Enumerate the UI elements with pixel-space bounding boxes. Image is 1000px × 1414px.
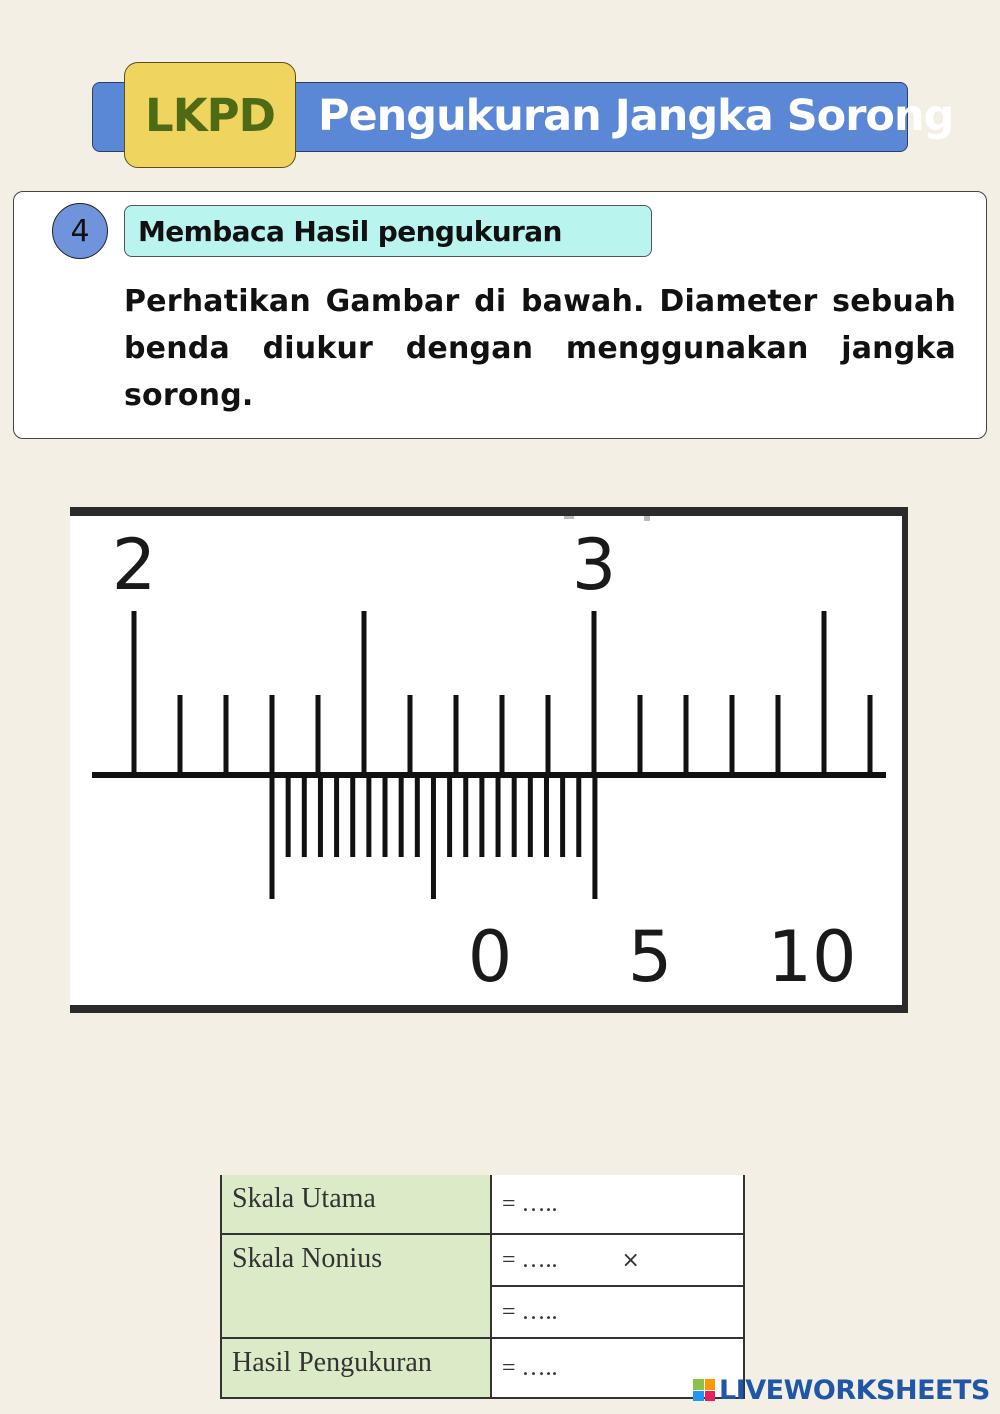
- answer-field-vernier-result[interactable]: [491, 1286, 744, 1338]
- step-title: Membaca Hasil pengukuran: [124, 205, 652, 257]
- vernier-caliper-figure: [70, 507, 908, 1013]
- answer-table: [220, 1175, 745, 1399]
- answer-field-main-scale[interactable]: [491, 1175, 744, 1234]
- answer-value: = …..: [502, 1246, 558, 1273]
- logo-square: [705, 1391, 716, 1402]
- figure-frame-top: [70, 507, 908, 516]
- watermark-text: LIVEWORKSHEETS: [719, 1374, 990, 1406]
- logo-square: [693, 1391, 704, 1402]
- step-number: 4: [52, 203, 108, 259]
- vernier-label-0: 0: [467, 916, 513, 998]
- row-label-result: Hasil Pengukuran: [221, 1338, 491, 1398]
- table-row: [221, 1234, 744, 1286]
- logo-square: [693, 1379, 704, 1390]
- liveworksheets-logo-icon: [693, 1379, 715, 1401]
- answer-field-vernier-reading[interactable]: [491, 1234, 744, 1286]
- page-title: Pengukuran Jangka Sorong: [318, 91, 954, 141]
- table-row: [221, 1338, 744, 1398]
- figure-frame-bottom: [70, 1005, 908, 1013]
- liveworksheets-watermark: [693, 1372, 990, 1408]
- vernier-label-5: 5: [627, 916, 673, 998]
- lkpd-badge: LKPD: [124, 62, 296, 168]
- instruction-text: Perhatikan Gambar di bawah. Diameter sebuah benda diukur dengan menggunakan jangka sorong.: [124, 284, 956, 413]
- answer-value: = …..: [502, 1354, 558, 1381]
- row-label-main-scale: Skala Utama: [221, 1175, 491, 1234]
- multiply-sign: ×: [621, 1247, 640, 1273]
- table-row: [221, 1175, 744, 1234]
- main-scale-label-3: 3: [571, 524, 617, 606]
- answer-value: = …..: [502, 1298, 558, 1325]
- row-label-vernier-scale: Skala Nonius: [221, 1234, 491, 1338]
- vernier-label-10: 10: [767, 916, 857, 998]
- logo-square: [705, 1379, 716, 1390]
- answer-value: = …..: [502, 1190, 558, 1217]
- main-scale-label-2: 2: [111, 524, 157, 606]
- figure-frame-right: [902, 507, 908, 1013]
